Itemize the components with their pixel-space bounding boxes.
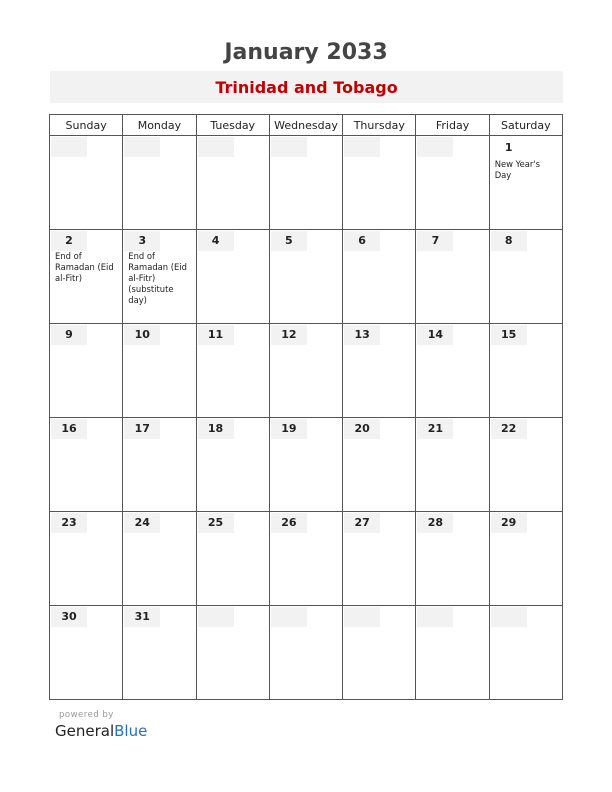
page-title: January 2033 (224, 40, 388, 65)
empty-day-marker (344, 137, 380, 157)
day-number: 12 (271, 325, 307, 345)
empty-day-marker (491, 607, 527, 627)
day-number: 27 (344, 513, 380, 533)
day-cell (50, 606, 123, 700)
day-number: 23 (51, 513, 87, 533)
day-cell (196, 324, 269, 418)
day-cell (269, 230, 342, 324)
day-cell (50, 418, 123, 512)
day-number: 31 (124, 607, 160, 627)
powered-by-label: powered by (59, 710, 114, 720)
holiday-label: End of Ramadan (Eid al-Fitr) (55, 251, 114, 283)
country-name: Trinidad and Tobago (215, 77, 398, 97)
day-cell (489, 512, 562, 606)
day-cell (269, 136, 342, 230)
brand-name-general: General (55, 722, 115, 740)
day-number: 18 (198, 419, 234, 439)
day-number: 21 (417, 419, 453, 439)
empty-day-marker (198, 607, 234, 627)
weekday-sunday: Sunday (50, 115, 123, 136)
day-cell (196, 606, 269, 700)
day-cell (489, 324, 562, 418)
day-number: 9 (51, 325, 87, 345)
day-number: 15 (491, 325, 527, 345)
day-number: 1 (491, 137, 527, 159)
week-row (50, 136, 563, 230)
day-cell (196, 230, 269, 324)
day-cell (416, 230, 489, 324)
day-number: 8 (491, 231, 527, 251)
weekday-tuesday: Tuesday (196, 115, 269, 136)
day-cell (123, 512, 196, 606)
day-number: 22 (491, 419, 527, 439)
day-number: 26 (271, 513, 307, 533)
day-cell (269, 606, 342, 700)
week-row (50, 324, 563, 418)
empty-day-marker (271, 607, 307, 627)
day-cell (489, 136, 562, 230)
empty-day-marker (417, 607, 453, 627)
day-cell (269, 324, 342, 418)
empty-day-marker (198, 137, 234, 157)
day-number: 2 (51, 231, 87, 251)
holiday-label: New Year's Day (494, 159, 541, 180)
day-cell (196, 418, 269, 512)
day-number: 28 (417, 513, 453, 533)
calendar-grid (49, 114, 563, 700)
day-cell (123, 324, 196, 418)
day-cell (489, 230, 562, 324)
day-cell (343, 606, 416, 700)
day-cell (416, 136, 489, 230)
day-cell (416, 418, 489, 512)
day-cell (50, 324, 123, 418)
day-cell (269, 418, 342, 512)
day-cell (123, 606, 196, 700)
day-number: 5 (271, 231, 307, 251)
empty-day-marker (124, 137, 160, 157)
day-number: 29 (491, 513, 527, 533)
day-number: 17 (124, 419, 160, 439)
day-number: 20 (344, 419, 380, 439)
day-cell (123, 136, 196, 230)
day-cell (123, 418, 196, 512)
holiday-label: End of Ramadan (Eid al-Fitr) (substitute day) (128, 251, 187, 305)
day-cell (416, 324, 489, 418)
day-number: 24 (124, 513, 160, 533)
day-number: 14 (417, 325, 453, 345)
day-number: 3 (124, 231, 160, 251)
week-row (50, 606, 563, 700)
weekday-monday: Monday (123, 115, 196, 136)
calendar-body (50, 136, 563, 700)
day-cell (343, 324, 416, 418)
day-number: 19 (271, 419, 307, 439)
empty-day-marker (51, 137, 87, 157)
week-row (50, 418, 563, 512)
day-number: 13 (344, 325, 380, 345)
day-number: 7 (417, 231, 453, 251)
day-number: 11 (198, 325, 234, 345)
day-cell (343, 418, 416, 512)
day-number: 10 (124, 325, 160, 345)
weekday-header-row (50, 115, 563, 136)
brand-logo (55, 722, 147, 740)
weekday-friday: Friday (416, 115, 489, 136)
country-banner (50, 71, 563, 103)
weekday-thursday: Thursday (343, 115, 416, 136)
day-number: 25 (198, 513, 234, 533)
day-cell (269, 512, 342, 606)
day-cell (416, 606, 489, 700)
day-cell (123, 230, 196, 324)
brand-name-blue: Blue (114, 722, 148, 740)
day-number: 30 (51, 607, 87, 627)
day-cell (196, 136, 269, 230)
day-cell (343, 230, 416, 324)
day-cell (343, 512, 416, 606)
day-number: 6 (344, 231, 380, 251)
week-row (50, 230, 563, 324)
day-cell (489, 606, 562, 700)
day-cell (50, 136, 123, 230)
weekday-saturday: Saturday (489, 115, 562, 136)
week-row (50, 512, 563, 606)
day-cell (50, 512, 123, 606)
weekday-wednesday: Wednesday (269, 115, 342, 136)
empty-day-marker (344, 607, 380, 627)
empty-day-marker (417, 137, 453, 157)
day-number: 16 (51, 419, 87, 439)
day-cell (50, 230, 123, 324)
empty-day-marker (271, 137, 307, 157)
day-cell (343, 136, 416, 230)
day-cell (196, 512, 269, 606)
day-cell (416, 512, 489, 606)
day-cell (489, 418, 562, 512)
day-number: 4 (198, 231, 234, 251)
